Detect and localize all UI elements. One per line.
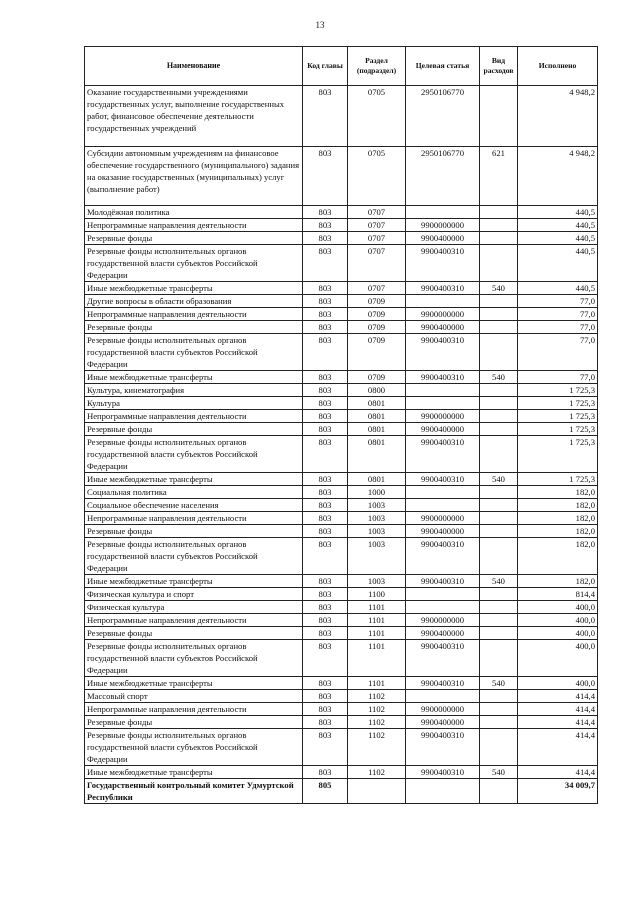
cell-section: 0709 [348, 295, 406, 308]
table-row [85, 716, 598, 729]
cell-name: Иные межбюджетные трансферты [85, 282, 303, 295]
cell-section: 0801 [348, 397, 406, 410]
cell-target: 9900400310 [406, 436, 480, 473]
cell-amount: 400,0 [518, 601, 598, 614]
cell-code: 803 [303, 147, 348, 206]
cell-section: 0707 [348, 219, 406, 232]
table-row [85, 436, 598, 473]
table-row [85, 219, 598, 232]
table-row [85, 245, 598, 282]
cell-name: Резервные фонды [85, 716, 303, 729]
cell-name: Иные межбюджетные трансферты [85, 766, 303, 779]
cell-type [480, 703, 518, 716]
cell-name: Иные межбюджетные трансферты [85, 473, 303, 486]
cell-type [480, 512, 518, 525]
cell-amount: 414,4 [518, 716, 598, 729]
cell-type [480, 206, 518, 219]
table-row [85, 308, 598, 321]
cell-name: Иные межбюджетные трансферты [85, 677, 303, 690]
cell-amount: 440,5 [518, 219, 598, 232]
cell-amount: 440,5 [518, 206, 598, 219]
cell-code: 803 [303, 206, 348, 219]
cell-target [406, 601, 480, 614]
table-row [85, 473, 598, 486]
cell-amount: 182,0 [518, 486, 598, 499]
cell-section: 1100 [348, 588, 406, 601]
cell-section: 1101 [348, 601, 406, 614]
table-row [85, 703, 598, 716]
cell-name: Резервные фонды исполнительных органов государственной власти субъектов Российской Федерации [85, 245, 303, 282]
cell-section: 1003 [348, 575, 406, 588]
cell-type [480, 716, 518, 729]
cell-type: 540 [480, 473, 518, 486]
cell-name: Массовый спорт [85, 690, 303, 703]
cell-section: 1102 [348, 703, 406, 716]
cell-code: 803 [303, 245, 348, 282]
cell-target: 9900000000 [406, 614, 480, 627]
cell-name: Резервные фонды исполнительных органов государственной власти субъектов Российской Федерации [85, 640, 303, 677]
cell-name: Культура [85, 397, 303, 410]
cell-name: Непрограммные направления деятельности [85, 512, 303, 525]
cell-amount: 77,0 [518, 321, 598, 334]
cell-target: 9900400310 [406, 575, 480, 588]
cell-name: Резервные фонды [85, 423, 303, 436]
cell-type [480, 232, 518, 245]
header-section: Раздел (подраздел) [348, 47, 406, 86]
cell-amount: 77,0 [518, 371, 598, 384]
cell-code: 803 [303, 295, 348, 308]
cell-type [480, 627, 518, 640]
cell-amount: 1 725,3 [518, 423, 598, 436]
table-row [85, 321, 598, 334]
cell-amount: 77,0 [518, 334, 598, 371]
cell-section: 0801 [348, 410, 406, 423]
cell-code: 803 [303, 232, 348, 245]
cell-code: 803 [303, 525, 348, 538]
cell-name: Оказание государственными учреждениями государственных услуг, выполнение государственных работ, финансовое обеспечение деятельности государственных учреждений [85, 86, 303, 147]
cell-target: 9900400000 [406, 716, 480, 729]
cell-name: Субсидии автономным учреждениям на финансовое обеспечение государственного (муниципального) задания на оказание государственных (муниципальных) услуг (выполнение работ) [85, 147, 303, 206]
cell-code: 803 [303, 716, 348, 729]
cell-target: 9900400310 [406, 473, 480, 486]
cell-section: 1003 [348, 499, 406, 512]
table-row [85, 423, 598, 436]
cell-target [406, 295, 480, 308]
cell-target: 9900400000 [406, 627, 480, 640]
cell-type: 540 [480, 677, 518, 690]
cell-code: 803 [303, 384, 348, 397]
table-row [85, 640, 598, 677]
cell-target: 9900400310 [406, 729, 480, 766]
cell-code: 803 [303, 690, 348, 703]
cell-amount: 414,4 [518, 729, 598, 766]
cell-type [480, 690, 518, 703]
cell-code: 803 [303, 486, 348, 499]
cell-section: 0709 [348, 371, 406, 384]
cell-name: Непрограммные направления деятельности [85, 219, 303, 232]
table-row [85, 690, 598, 703]
cell-section: 1101 [348, 640, 406, 677]
table-row [85, 147, 598, 206]
cell-section: 1003 [348, 512, 406, 525]
cell-code: 803 [303, 423, 348, 436]
cell-type [480, 525, 518, 538]
cell-code: 803 [303, 321, 348, 334]
cell-amount: 182,0 [518, 512, 598, 525]
table-header-row [85, 47, 598, 86]
cell-target: 9900400310 [406, 245, 480, 282]
cell-target: 9900400310 [406, 640, 480, 677]
cell-type [480, 486, 518, 499]
cell-name: Государственный контрольный комитет Удмуртской Республики [85, 779, 303, 804]
cell-name: Социальная политика [85, 486, 303, 499]
table-row [85, 295, 598, 308]
cell-type [480, 219, 518, 232]
table-row [85, 779, 598, 804]
cell-code: 803 [303, 371, 348, 384]
cell-type [480, 588, 518, 601]
cell-code: 803 [303, 766, 348, 779]
cell-target: 9900000000 [406, 410, 480, 423]
cell-type [480, 729, 518, 766]
cell-name: Непрограммные направления деятельности [85, 703, 303, 716]
cell-type [480, 779, 518, 804]
cell-name: Социальное обеспечение населения [85, 499, 303, 512]
header-code: Код главы [303, 47, 348, 86]
cell-amount: 400,0 [518, 677, 598, 690]
table-row [85, 601, 598, 614]
cell-type: 621 [480, 147, 518, 206]
cell-section: 0707 [348, 206, 406, 219]
cell-name: Непрограммные направления деятельности [85, 614, 303, 627]
cell-target: 9900400310 [406, 766, 480, 779]
cell-code: 803 [303, 729, 348, 766]
table-row [85, 525, 598, 538]
table-row [85, 334, 598, 371]
table-row [85, 384, 598, 397]
cell-type: 540 [480, 371, 518, 384]
cell-name: Непрограммные направления деятельности [85, 308, 303, 321]
cell-code: 803 [303, 308, 348, 321]
cell-amount: 182,0 [518, 538, 598, 575]
cell-type [480, 423, 518, 436]
cell-amount: 440,5 [518, 245, 598, 282]
expenditure-table [84, 46, 598, 804]
cell-section: 1102 [348, 729, 406, 766]
cell-section: 1102 [348, 716, 406, 729]
cell-name: Резервные фонды [85, 232, 303, 245]
cell-amount: 440,5 [518, 232, 598, 245]
cell-section: 1003 [348, 538, 406, 575]
cell-section: 1101 [348, 677, 406, 690]
cell-name: Резервные фонды исполнительных органов государственной власти субъектов Российской Федерации [85, 334, 303, 371]
table-row [85, 397, 598, 410]
cell-type [480, 321, 518, 334]
cell-target: 9900400310 [406, 282, 480, 295]
cell-code: 803 [303, 473, 348, 486]
cell-type [480, 397, 518, 410]
cell-name: Резервные фонды [85, 627, 303, 640]
cell-target [406, 206, 480, 219]
cell-section: 0801 [348, 436, 406, 473]
cell-name: Резервные фонды [85, 525, 303, 538]
cell-section: 0801 [348, 473, 406, 486]
cell-amount: 4 948,2 [518, 86, 598, 147]
table-row [85, 232, 598, 245]
table-row [85, 729, 598, 766]
cell-amount: 182,0 [518, 525, 598, 538]
cell-type [480, 334, 518, 371]
cell-amount: 400,0 [518, 614, 598, 627]
cell-section: 0709 [348, 308, 406, 321]
cell-type [480, 614, 518, 627]
cell-target [406, 397, 480, 410]
cell-type [480, 436, 518, 473]
cell-code: 803 [303, 575, 348, 588]
cell-name: Резервные фонды исполнительных органов государственной власти субъектов Российской Федерации [85, 538, 303, 575]
cell-amount: 440,5 [518, 282, 598, 295]
header-amount: Исполнено [518, 47, 598, 86]
cell-name: Физическая культура и спорт [85, 588, 303, 601]
table-row [85, 282, 598, 295]
table-row [85, 86, 598, 147]
cell-target: 9900400000 [406, 423, 480, 436]
cell-section: 0707 [348, 282, 406, 295]
cell-amount: 400,0 [518, 627, 598, 640]
cell-type [480, 86, 518, 147]
cell-section: 1000 [348, 486, 406, 499]
cell-amount: 182,0 [518, 575, 598, 588]
cell-target [406, 588, 480, 601]
cell-code: 805 [303, 779, 348, 804]
cell-code: 803 [303, 282, 348, 295]
cell-target: 9900400000 [406, 525, 480, 538]
cell-target [406, 690, 480, 703]
cell-type [480, 601, 518, 614]
table-row [85, 575, 598, 588]
cell-target: 9900400310 [406, 371, 480, 384]
cell-section: 0709 [348, 321, 406, 334]
cell-amount: 414,4 [518, 766, 598, 779]
page-number: 13 [315, 20, 325, 30]
cell-type [480, 538, 518, 575]
cell-code: 803 [303, 397, 348, 410]
cell-amount: 182,0 [518, 499, 598, 512]
cell-section: 1102 [348, 766, 406, 779]
table-row [85, 499, 598, 512]
cell-name: Иные межбюджетные трансферты [85, 575, 303, 588]
cell-code: 803 [303, 614, 348, 627]
cell-amount: 1 725,3 [518, 384, 598, 397]
cell-type [480, 640, 518, 677]
cell-amount: 1 725,3 [518, 397, 598, 410]
cell-code: 803 [303, 219, 348, 232]
cell-code: 803 [303, 512, 348, 525]
cell-target: 9900400310 [406, 677, 480, 690]
cell-code: 803 [303, 601, 348, 614]
cell-type [480, 295, 518, 308]
cell-code: 803 [303, 410, 348, 423]
cell-amount: 1 725,3 [518, 410, 598, 423]
cell-amount: 414,4 [518, 703, 598, 716]
cell-amount: 1 725,3 [518, 436, 598, 473]
table-row [85, 512, 598, 525]
cell-type [480, 410, 518, 423]
table-row [85, 588, 598, 601]
cell-section: 0705 [348, 147, 406, 206]
cell-target: 9900000000 [406, 219, 480, 232]
cell-name: Резервные фонды [85, 321, 303, 334]
cell-section: 1101 [348, 614, 406, 627]
table-row [85, 410, 598, 423]
cell-section: 0707 [348, 245, 406, 282]
cell-code: 803 [303, 640, 348, 677]
cell-section: 1101 [348, 627, 406, 640]
cell-code: 803 [303, 538, 348, 575]
cell-type [480, 245, 518, 282]
cell-type [480, 308, 518, 321]
cell-name: Резервные фонды исполнительных органов государственной власти субъектов Российской Федерации [85, 436, 303, 473]
cell-target: 2950106770 [406, 86, 480, 147]
cell-section: 1003 [348, 525, 406, 538]
cell-section: 1102 [348, 690, 406, 703]
cell-target: 9900000000 [406, 512, 480, 525]
table-row [85, 614, 598, 627]
header-type: Вид расходов [480, 47, 518, 86]
cell-type [480, 384, 518, 397]
cell-code: 803 [303, 588, 348, 601]
cell-target [406, 499, 480, 512]
cell-code: 803 [303, 334, 348, 371]
cell-name: Культура, кинематография [85, 384, 303, 397]
cell-section: 0705 [348, 86, 406, 147]
cell-section: 0709 [348, 334, 406, 371]
cell-type [480, 499, 518, 512]
table-row [85, 538, 598, 575]
cell-target [406, 486, 480, 499]
cell-code: 803 [303, 703, 348, 716]
cell-target [406, 384, 480, 397]
cell-type: 540 [480, 282, 518, 295]
cell-amount: 414,4 [518, 690, 598, 703]
table-row [85, 206, 598, 219]
table-row [85, 486, 598, 499]
cell-name: Резервные фонды исполнительных органов государственной власти субъектов Российской Федерации [85, 729, 303, 766]
cell-section: 0707 [348, 232, 406, 245]
header-name: Наименование [85, 47, 303, 86]
cell-target: 9900400000 [406, 321, 480, 334]
cell-target: 9900400310 [406, 334, 480, 371]
cell-name: Иные межбюджетные трансферты [85, 371, 303, 384]
cell-target: 9900000000 [406, 703, 480, 716]
cell-code: 803 [303, 86, 348, 147]
cell-section [348, 779, 406, 804]
cell-target: 9900000000 [406, 308, 480, 321]
cell-amount: 814,4 [518, 588, 598, 601]
cell-code: 803 [303, 436, 348, 473]
cell-amount: 1 725,3 [518, 473, 598, 486]
cell-code: 803 [303, 499, 348, 512]
cell-name: Физическая культура [85, 601, 303, 614]
header-target: Целевая статья [406, 47, 480, 86]
cell-code: 803 [303, 627, 348, 640]
cell-target: 2950106770 [406, 147, 480, 206]
table-row [85, 371, 598, 384]
cell-type: 540 [480, 575, 518, 588]
cell-code: 803 [303, 677, 348, 690]
cell-amount: 34 009,7 [518, 779, 598, 804]
table-row [85, 677, 598, 690]
table-row [85, 766, 598, 779]
cell-target [406, 779, 480, 804]
cell-amount: 77,0 [518, 295, 598, 308]
table-body [85, 86, 598, 804]
cell-amount: 77,0 [518, 308, 598, 321]
table-row [85, 627, 598, 640]
cell-amount: 4 948,2 [518, 147, 598, 206]
cell-name: Молодёжная политика [85, 206, 303, 219]
cell-name: Другие вопросы в области образования [85, 295, 303, 308]
cell-section: 0800 [348, 384, 406, 397]
cell-target: 9900400000 [406, 232, 480, 245]
cell-amount: 400,0 [518, 640, 598, 677]
cell-type: 540 [480, 766, 518, 779]
cell-target: 9900400310 [406, 538, 480, 575]
cell-name: Непрограммные направления деятельности [85, 410, 303, 423]
cell-section: 0801 [348, 423, 406, 436]
